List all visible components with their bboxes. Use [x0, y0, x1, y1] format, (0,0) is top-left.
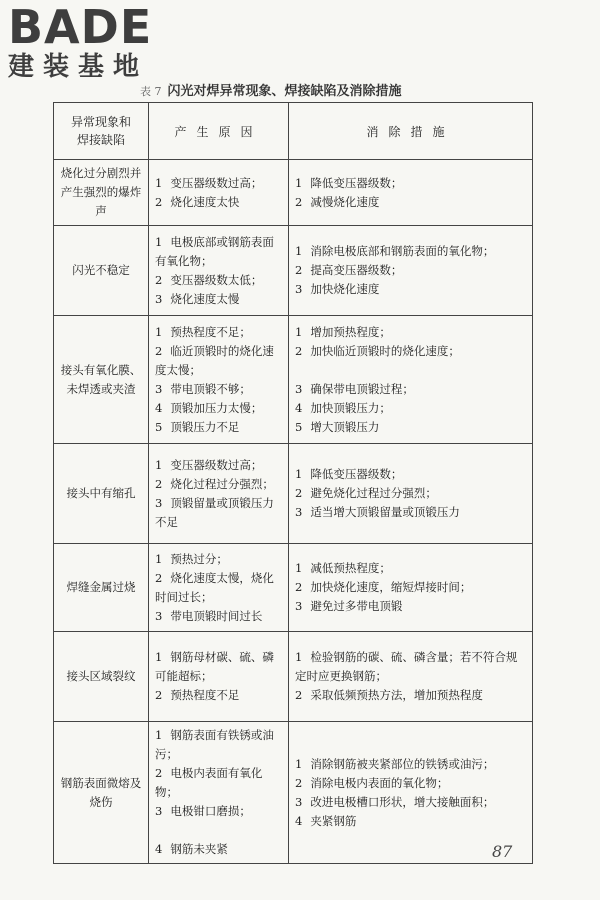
causes-cell [149, 160, 289, 226]
cause-item: 1 变压器级数过高； [155, 175, 263, 190]
cause-item: 1 电极底部或钢筋表面有氧化物； [155, 234, 274, 268]
header-defect-line2: 焊接缺陷 [76, 133, 125, 147]
cause-item: 1 钢筋母材碳、硫、磷可能超标； [155, 650, 274, 683]
remedy-item: 1 增加预热程度； [295, 324, 391, 339]
causes-cell [149, 632, 289, 722]
remedy-item: 1 降低变压器级数； [295, 467, 403, 481]
cause-item: 1 预热程度不足； [155, 324, 251, 339]
causes-cell [149, 316, 289, 444]
cause-item: 2 烧化速度太慢，烧化时间过长； [155, 570, 274, 604]
brand-logo [8, 0, 178, 82]
cause-item: 1 钢筋表面有铁锈或油污； [155, 728, 274, 761]
cause-item: 1 预热过分； [155, 551, 228, 566]
remedies-cell [289, 632, 533, 722]
remedy-item: 2 避免烧化过程过分强烈； [295, 486, 437, 500]
remedy-item: 2 加快临近顶锻时的烧化速度； [295, 343, 460, 358]
table-row [54, 444, 533, 544]
remedy-item: 2 加快烧化速度，缩短焊接时间； [295, 580, 472, 594]
defect-cell: 钢筋表面微熔及烧伤 [54, 722, 149, 864]
remedy-item: 1 消除钢筋被夹紧部位的铁锈或油污； [295, 756, 495, 771]
cause-item: 4 顶锻加压力太慢； [155, 400, 263, 415]
defects-table [53, 102, 533, 864]
header-causes: 产生原因 [149, 103, 289, 160]
remedy-item: 1 降低变压器级数； [295, 175, 403, 190]
header-defect [54, 103, 149, 160]
remedy-item: 1 减低预热程度； [295, 561, 391, 575]
cause-item: 3 电极钳口磨损； [155, 804, 251, 818]
cause-item: 5 顶锻压力不足 [155, 419, 240, 434]
cause-item: 3 带电顶锻不够； [155, 381, 251, 396]
remedy-item: 1 检验钢筋的碳、硫、磷含量；若不符合规定时应更换钢筋； [295, 650, 518, 683]
defect-cell: 闪光不稳定 [54, 226, 149, 316]
cause-item: 3 烧化速度太慢 [155, 291, 240, 306]
logo-brand: BADE [8, 0, 153, 54]
remedies-cell [289, 226, 533, 316]
table-row [54, 160, 533, 226]
causes-cell [149, 544, 289, 632]
remedy-item: 3 避免过多带电顶锻 [295, 599, 403, 613]
remedies-cell [289, 444, 533, 544]
table-row [54, 722, 533, 864]
page-number: 87 [492, 842, 513, 861]
remedy-item: 2 采取低频预热方法，增加预热程度 [295, 688, 483, 702]
cause-item: 2 烧化过程过分强烈； [155, 476, 274, 491]
remedy-item: 5 增大顶锻压力 [295, 419, 380, 434]
table-row [54, 316, 533, 444]
table-title: 闪光对焊异常现象、焊接缺陷及消除措施 [167, 84, 402, 99]
logo-subtitle: 建装基地 [8, 52, 149, 82]
remedy-item: 3 适当增大顶锻留量或顶锻压力 [295, 505, 460, 519]
cause-item: 3 带电顶锻时间过长 [155, 608, 263, 623]
table-caption [140, 80, 402, 99]
defect-cell: 接头区域裂纹 [54, 632, 149, 722]
defect-cell: 接头中有缩孔 [54, 444, 149, 544]
cause-item: 2 电极内表面有氧化物； [155, 766, 263, 799]
table-header-row [54, 103, 533, 160]
defect-cell: 烧化过分剧烈并产生强烈的爆炸声 [54, 160, 149, 226]
cause-item: 2 临近顶锻时的烧化速度太慢； [155, 343, 274, 377]
remedies-cell [289, 160, 533, 226]
header-defect-line1: 异常现象和 [70, 115, 131, 129]
cause-item: 4 钢筋未夹紧 [155, 842, 228, 856]
remedy-item: 3 加快烧化速度 [295, 282, 380, 296]
remedies-cell [289, 544, 533, 632]
cause-item: 2 变压器级数太低； [155, 272, 263, 287]
remedy-item: 2 提高变压器级数； [295, 263, 403, 277]
remedy-item: 1 消除电极底部和钢筋表面的氧化物； [295, 244, 495, 258]
causes-cell [149, 722, 289, 864]
causes-cell [149, 226, 289, 316]
cause-item: 2 预热程度不足 [155, 688, 240, 702]
cause-item: 3 顶锻留量或顶锻压力不足 [155, 495, 274, 529]
remedy-item: 4 加快顶锻压力； [295, 400, 391, 415]
table-row [54, 226, 533, 316]
remedy-item: 3 改进电极槽口形状，增大接触面积； [295, 794, 495, 809]
remedy-item: 4 夹紧钢筋 [295, 813, 357, 828]
header-remedies: 消除措施 [289, 103, 533, 160]
cause-item: 2 烧化速度太快 [155, 194, 240, 209]
table-row [54, 544, 533, 632]
remedies-cell [289, 316, 533, 444]
remedy-item: 2 消除电极内表面的氧化物； [295, 775, 449, 790]
table-row [54, 632, 533, 722]
remedy-item: 2 减慢烧化速度 [295, 194, 380, 209]
defect-cell: 焊缝金属过烧 [54, 544, 149, 632]
defect-cell: 接头有氧化膜、未焊透或夹渣 [54, 316, 149, 444]
remedy-item: 3 确保带电顶锻过程； [295, 381, 414, 396]
table-number: 表 7 [140, 85, 162, 98]
cause-item: 1 变压器级数过高； [155, 457, 263, 472]
causes-cell [149, 444, 289, 544]
